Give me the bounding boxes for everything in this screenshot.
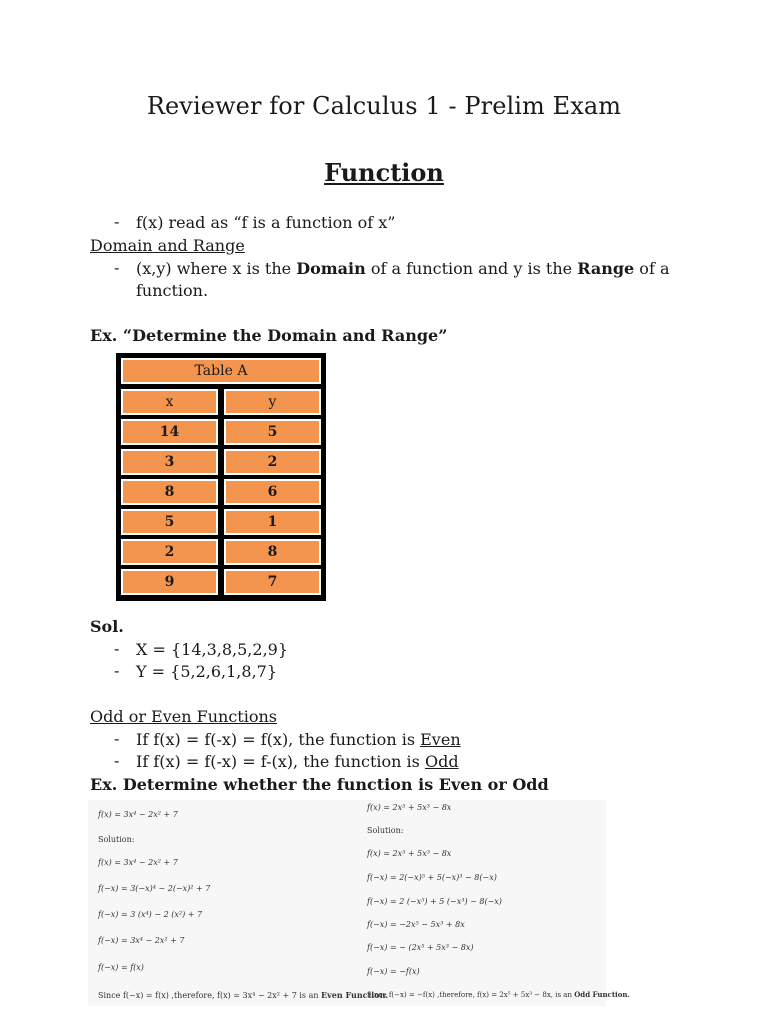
even-rule-text: If f(x) = f(-x) = f(x), the function is	[136, 730, 421, 749]
domain-range-heading	[90, 235, 245, 257]
odd-even-heading-text: Odd or Even Functions	[90, 707, 277, 726]
table-cell-x: 5	[121, 509, 218, 535]
table-cell-y: 6	[224, 479, 321, 505]
odd-even-example-heading: Ex. Determine whether the function is Even or Odd	[90, 775, 549, 794]
odd-rule-text: If f(x) = f(-x) = f-(x), the function is	[136, 752, 425, 771]
domain-range-heading-text: Domain and Range	[90, 236, 245, 255]
math-right-step: f(x) = 2x⁵ + 5x³ − 8x	[367, 849, 452, 858]
domain-range-text: of a	[634, 259, 670, 278]
table-cell-y: 7	[224, 569, 321, 595]
bullet-dash: -	[114, 751, 120, 770]
odd-rule	[136, 751, 459, 773]
fx-definition: f(x) read as “f is a function of x”	[136, 213, 396, 232]
table-cell-y: 8	[224, 539, 321, 565]
math-left-given: f(x) = 3x⁴ − 2x² + 7	[98, 810, 178, 819]
odd-word: Odd	[424, 752, 459, 771]
table-cell-y: 5	[224, 419, 321, 445]
table-cell-x: 3	[121, 449, 218, 475]
math-right-given: f(x) = 2x⁵ + 5x³ − 8x	[367, 803, 452, 812]
math-right-step: f(−x) = −2x⁵ − 5x³ + 8x	[367, 920, 465, 929]
domain-keyword: Domain	[296, 259, 366, 278]
y-set: Y = {5,2,6,1,8,7}	[136, 662, 278, 681]
odd-even-heading	[90, 706, 277, 728]
table-cell-y: 1	[224, 509, 321, 535]
domain-range-definition	[136, 258, 669, 280]
math-left-step: f(−x) = 3 (x⁴) − 2 (x²) + 7	[98, 910, 203, 919]
solution-label: Sol.	[90, 617, 124, 636]
math-left-step: f(−x) = 3(−x)⁴ − 2(−x)² + 7	[98, 884, 211, 893]
math-right-conclusion	[367, 990, 630, 999]
math-left-step: f(−x) = 3x⁴ − 2x² + 7	[98, 936, 185, 945]
odd-function-label: Odd Function.	[574, 990, 630, 999]
table-cell-x: 2	[121, 539, 218, 565]
math-right-step: f(−x) = 2 (−x⁵) + 5 (−x³) − 8(−x)	[367, 897, 502, 906]
table-header-y: y	[224, 389, 321, 415]
even-rule	[136, 729, 461, 751]
math-right-step: f(−x) = −f(x)	[367, 967, 420, 976]
math-right-step: f(−x) = − (2x⁵ + 5x³ − 8x)	[367, 943, 474, 952]
math-left-solution-label: Solution:	[98, 835, 135, 844]
bullet-dash: -	[114, 212, 120, 231]
math-right-conclusion-text: Since f(−x) = −f(x) ,therefore, f(x) = 2x⁵ + 5x³ − 8x, is an	[367, 991, 575, 999]
bullet-dash: -	[114, 661, 120, 680]
even-word: Even	[420, 730, 461, 749]
example-heading: Ex. “Determine the Domain and Range”	[90, 326, 448, 345]
domain-range-definition-cont: function.	[136, 281, 209, 300]
bullet-dash: -	[114, 258, 120, 277]
domain-range-text: (x,y) where x is the	[136, 259, 297, 278]
table-a	[116, 353, 326, 601]
page-title: Reviewer for Calculus 1 - Prelim Exam	[146, 92, 622, 120]
math-left-conclusion-text: Since f(−x) = f(x) ,therefore, f(x) = 3x⁴ − 2x² + 7 is an	[98, 991, 322, 1000]
math-right-solution-label: Solution:	[367, 826, 404, 835]
range-keyword: Range	[577, 259, 635, 278]
domain-range-text: of a function and y is the	[365, 259, 578, 278]
even-function-label: Even Function.	[321, 990, 389, 1000]
table-cell-x: 9	[121, 569, 218, 595]
table-header-x: x	[121, 389, 218, 415]
table-cell-x: 8	[121, 479, 218, 505]
math-left-step: f(−x) = f(x)	[98, 963, 144, 972]
math-solutions-figure	[88, 800, 630, 1006]
table-caption: Table A	[121, 358, 321, 384]
table-cell-y: 2	[224, 449, 321, 475]
bullet-dash: -	[114, 639, 120, 658]
table-cell-x: 14	[121, 419, 218, 445]
math-right-step: f(−x) = 2(−x)⁵ + 5(−x)³ − 8(−x)	[367, 873, 497, 882]
section-title: Function	[324, 158, 444, 187]
math-left-step: f(x) = 3x⁴ − 2x² + 7	[98, 858, 178, 867]
math-left-conclusion	[98, 990, 388, 1000]
bullet-dash: -	[114, 729, 120, 748]
x-set: X = {14,3,8,5,2,9}	[136, 640, 289, 659]
